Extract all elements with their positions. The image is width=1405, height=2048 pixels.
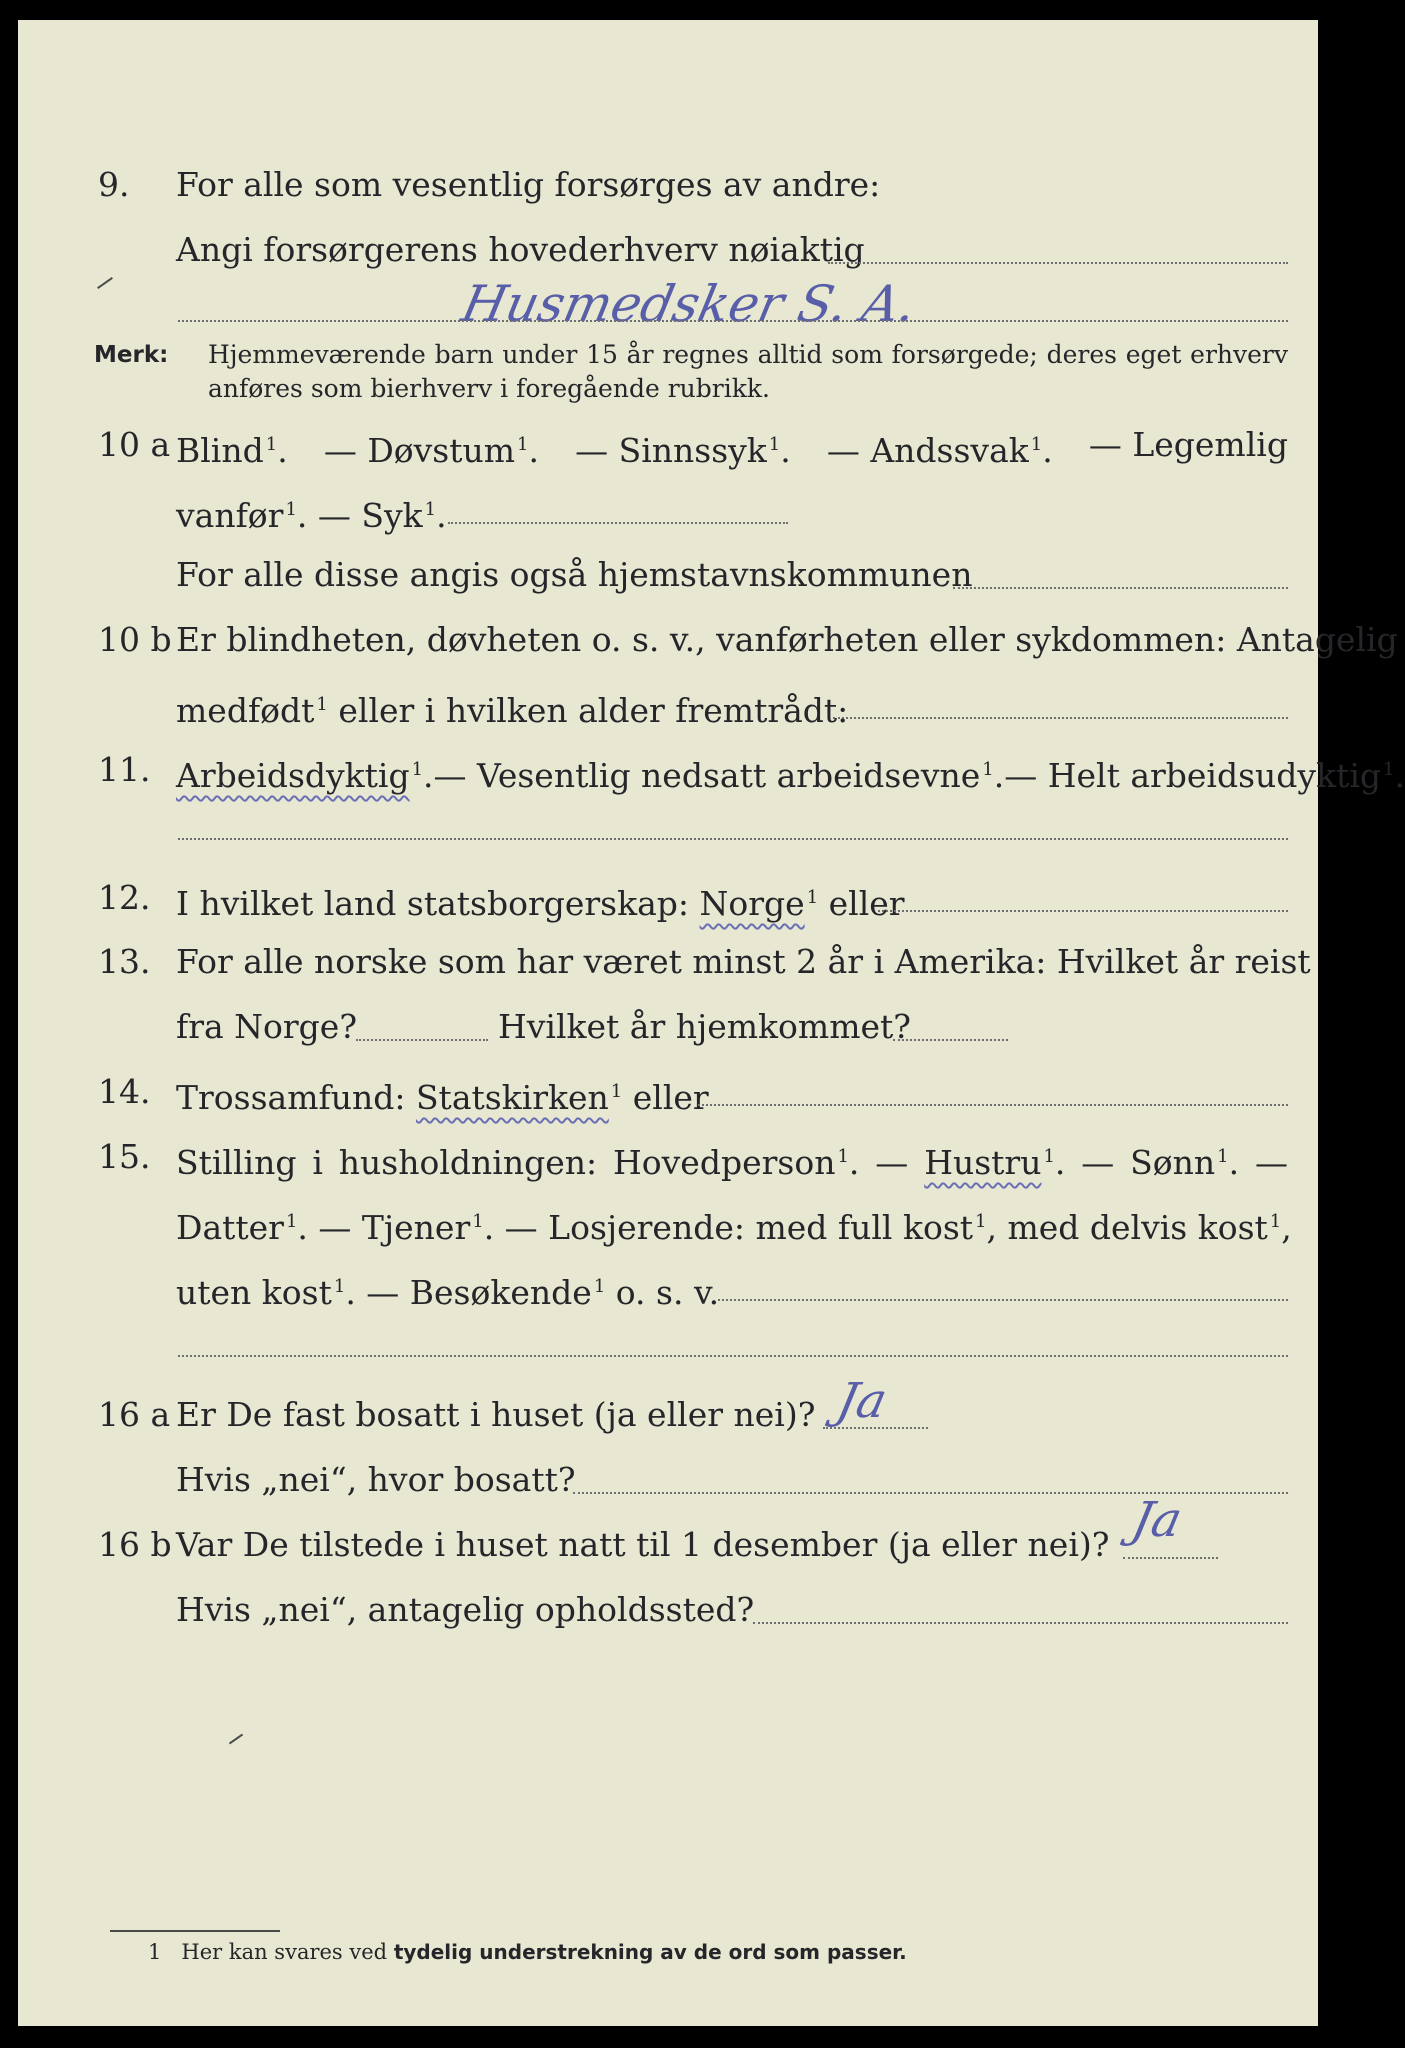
- footnote: [148, 1940, 907, 1964]
- q12-number: 12.: [98, 878, 151, 917]
- q11-number: 11.: [98, 750, 151, 789]
- q16a-number: 16 a: [98, 1395, 171, 1434]
- q10a-hjemstavn-fill: [953, 587, 1288, 589]
- footnote-marker: 1: [148, 1940, 162, 1964]
- merk-line2: anføres som bierhverv i foregående rubrikk.: [208, 374, 770, 403]
- q13-reist-fill: [356, 1039, 488, 1041]
- merk-label: Merk:: [94, 342, 169, 368]
- q16b-handwritten-answer: Ja: [1127, 1492, 1187, 1548]
- q10a-option: — Døvstum $^1$.: [323, 431, 539, 470]
- q11-option-nedsatt: — Vesentlig nedsatt arbeidsevne $^1$.: [433, 756, 1005, 795]
- q10a-syk-fill: [448, 522, 788, 524]
- q15-text-line3: uten kost $^1$. — Besøkende $^1$ o. s. v.: [176, 1273, 720, 1312]
- q9-number: 9.: [98, 165, 130, 204]
- q10a-option: — Andssvak $^1$.: [826, 431, 1053, 470]
- merk-line1: Hjemmeværende barn under 15 år regnes alltid som forsørgede; deres eget erhverv: [208, 340, 1288, 369]
- q11-option-udyktig: — Helt arbeidsudyktig $^1$.: [1004, 756, 1405, 795]
- q13-number: 13.: [98, 942, 151, 981]
- q13-reist: fra Norge?: [176, 1007, 358, 1046]
- stray-pen-mark: [229, 1734, 243, 1745]
- q15-number: 15.: [98, 1137, 151, 1176]
- q10b-line2-text: medfødt $^1$ eller i hvilken alder fremtrådt:: [176, 691, 849, 730]
- q10a-number: 10 a: [98, 425, 171, 464]
- footnote-text: Her kan svares ved: [181, 1940, 388, 1964]
- q9-fill-line: [828, 262, 1288, 264]
- census-form-page: [18, 20, 1405, 2026]
- q12-text: I hvilket land statsborgerskap: Norge $^1$ eller: [176, 884, 905, 923]
- q10a-option: — Sinnssyk $^1$.: [575, 431, 791, 470]
- q16b-opholdssted-fill: [753, 1622, 1288, 1624]
- q16a-question: Er De fast bosatt i huset (ja eller nei)?: [176, 1395, 816, 1434]
- q15-text-line2: Datter $^1$. — Tjener $^1$. — Losjerende: med full kost $^1$, med delvis kost $^1$,: [176, 1208, 1292, 1247]
- footnote-rule: [110, 1930, 280, 1932]
- footnote-emphasis: tydelig understrekning av de ord som passer.: [393, 1940, 907, 1964]
- q9-instruction: Angi forsørgerens hovederhverv nøiaktig: [176, 230, 865, 269]
- q13-hjemkommet-fill: [893, 1039, 1008, 1041]
- q16a-bosatt: Hvis „nei“, hvor bosatt?: [176, 1460, 576, 1499]
- q10b-number: 10 b: [98, 620, 172, 659]
- q14-text: Trossamfund: Statskirken $^1$ eller: [176, 1078, 709, 1117]
- q16a-handwritten-answer: Ja: [832, 1373, 892, 1429]
- q15-text-line1: Stilling i husholdningen: Hovedperson $^1$. — Hustru $^1$. — Sønn $^1$. —: [176, 1143, 1289, 1182]
- q14-number: 14.: [98, 1072, 151, 1111]
- q13-hjemkommet: Hvilket år hjemkommet?: [498, 1007, 911, 1046]
- q11-fill: [178, 838, 1288, 840]
- q9-handwritten-answer: Husmedsker S. A.: [456, 275, 922, 333]
- q16b-number: 16 b: [98, 1525, 172, 1564]
- q16b-opholdssted: Hvis „nei“, antagelig opholdssted?: [176, 1590, 755, 1629]
- q9-answer-line: [178, 320, 1288, 322]
- q16b-fill: [1123, 1557, 1218, 1559]
- q10a-option: Blind $^1$.: [176, 431, 288, 470]
- q15-fill: [718, 1299, 1288, 1301]
- q13-question: For alle norske som har været minst 2 år i Amerika: Hvilket år reist: [176, 942, 1311, 981]
- q11-option-arbeidsdyktig: Arbeidsdyktig $^1$.: [176, 756, 434, 795]
- q10b-fill: [833, 717, 1288, 719]
- q9-question: For alle som vesentlig forsørges av andre:: [176, 165, 881, 204]
- q10a-options: [176, 425, 1288, 471]
- q14-fill: [698, 1104, 1288, 1106]
- q10a-line2-text: vanfør $^1$. — Syk $^1$.: [176, 496, 447, 535]
- q10a-hjemstavn: For alle disse angis også hjemstavnskommunen: [176, 555, 973, 594]
- q15-extra-fill: [178, 1355, 1288, 1357]
- stray-pen-mark: [97, 277, 113, 289]
- q10b-question: Er blindheten, døvheten o. s. v., vanførheten eller sykdommen: Antagelig: [176, 620, 1398, 659]
- q10a-option: — Legemlig: [1088, 425, 1288, 464]
- q16b-question: Var De tilstede i huset natt til 1 desember (ja eller nei)?: [176, 1525, 1110, 1564]
- q11-options: [176, 750, 1405, 796]
- q12-fill: [878, 910, 1288, 912]
